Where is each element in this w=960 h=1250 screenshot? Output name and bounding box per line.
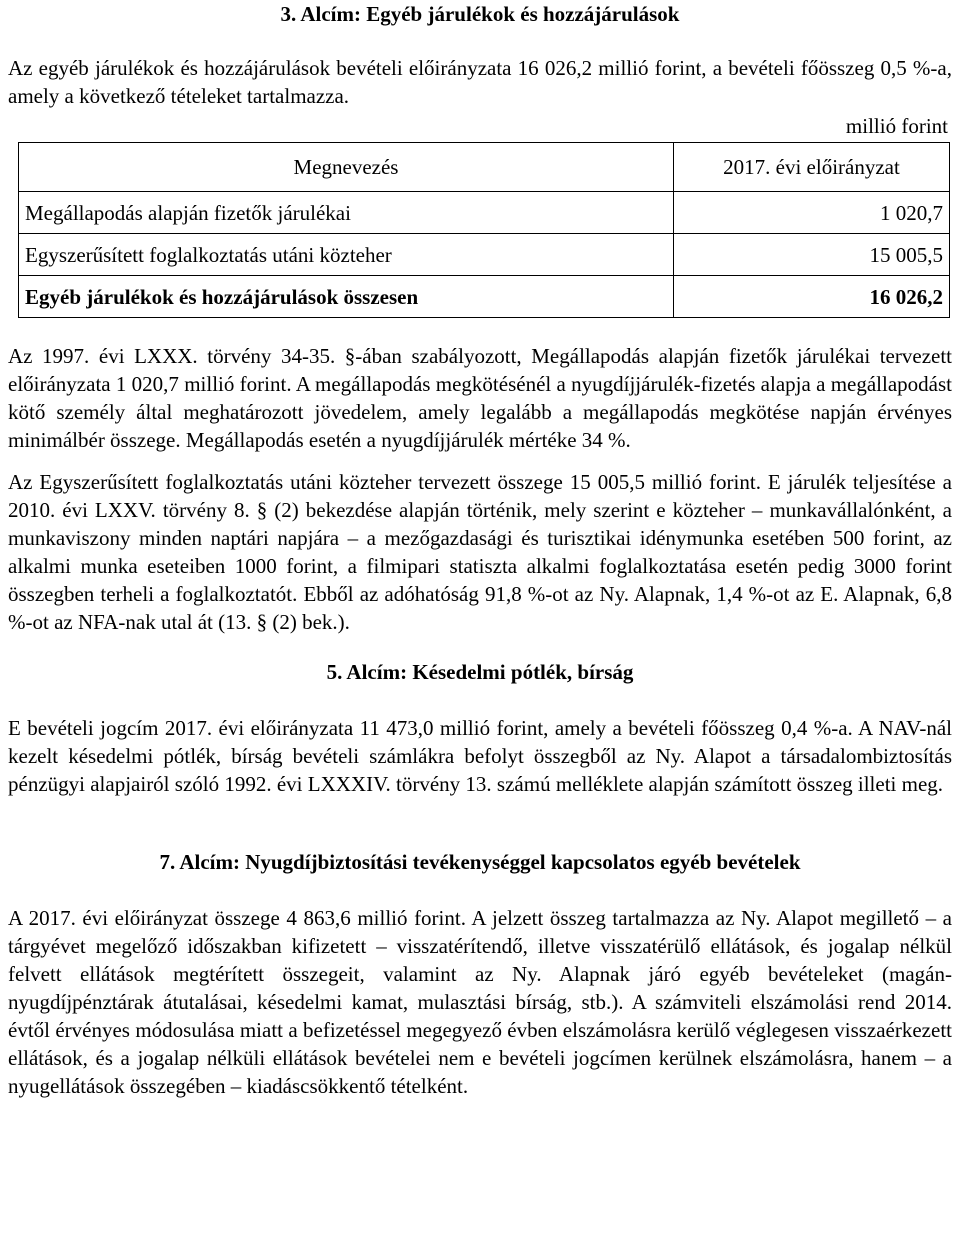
section-7-title: 7. Alcím: Nyugdíjbiztosítási tevékenységgel kapcsolatos egyéb bevételek — [159, 850, 801, 874]
section-3-intro: Az egyéb járulékok és hozzájárulások bevételi előirányzata 16 026,2 millió forint, a bevételi főösszeg 0,5 %-a, amely a következő tételeket tartalmazza. — [8, 56, 952, 108]
total-name: Egyéb járulékok és hozzájárulások összesen — [19, 276, 674, 318]
section-5-paragraph: E bevételi jogcím 2017. évi előirányzata 11 473,0 millió forint, amely a bevételi főösszeg 0,4 %-a. A NAV-nál kezelt késedelmi pótlék, bírság bevételi számlákra befolyt összegből az Ny. Alapot a társadalombiztosítás pénzügyi alapjairól szóló 1992. évi LXXXIV. törvény 13. számú melléklete alapján számított összeg illeti meg. — [8, 716, 952, 796]
document-page — [8, 0, 952, 1100]
section-3-title: 3. Alcím: Egyéb járulékok és hozzájárulások — [280, 2, 680, 26]
row-name: Megállapodás alapján fizetők járulékai — [19, 192, 674, 234]
header-appropriation: 2017. évi előirányzat — [674, 143, 950, 192]
row-value: 1 020,7 — [674, 192, 950, 234]
table-header-row — [19, 143, 950, 192]
section-7-paragraph: A 2017. évi előirányzat összege 4 863,6 millió forint. A jelzett összeg tartalmazza az Ny. Alapot megillető – a tárgyévet megelőző időszakban kifizetett – visszatérítendő, illetve visszatérülő ellátások, és jogalap nélkül felvett ellátások megtérített összegeit, valamint az Ny. Alapnak járó egyéb bevételeket (magán-nyugdíjpénztárak átutalásai, késedelmi kamat, mulasztási bírság, stb.). A számviteli elszámolási rend 2014. évtől érvényes módosulása miatt a befizetéssel megegyező évben elszámolásra kerülő véglegesen visszaérkezett ellátások, és a jogalap nélküli ellátások bevételei nem e bevételi jogcímen kerülnek elszámolásra, hanem – a nyugellátások összegében – kiadáscsökkentő tételként. — [8, 906, 952, 1098]
unit-label: millió forint — [845, 114, 948, 138]
table-row — [19, 234, 950, 276]
row-name: Egyszerűsített foglalkoztatás utáni közteher — [19, 234, 674, 276]
header-name: Megnevezés — [19, 143, 674, 192]
table-total-row — [19, 276, 950, 318]
row-value: 15 005,5 — [674, 234, 950, 276]
section-3-paragraph-2: Az Egyszerűsített foglalkoztatás utáni közteher tervezett összege 15 005,5 millió forint. E járulék teljesítése a 2010. évi LXXV. törvény 8. § (2) bekezdése alapján történik, mely szerint e közteher – munkavállalónként, a munkaviszony minden naptári napjára – a mezőgazdasági és turisztikai idénymunka esetében 500 forint, az alkalmi munka eseteiben 1000 forint, a filmipari statiszta alkalmi foglalkoztatása esetén pedig 3000 forint összegben terheli a foglalkoztatót. Ebből az adóhatóság 91,8 %-ot az Ny. Alapnak, 1,4 %-ot az E. Alapnak, 6,8 %-ot az NFA-nak utal át (13. § (2) bek.). — [8, 470, 952, 634]
table-row — [19, 192, 950, 234]
total-value: 16 026,2 — [674, 276, 950, 318]
section-3-paragraph-1: Az 1997. évi LXXX. törvény 34-35. §-ában szabályozott, Megállapodás alapján fizetők járulékai tervezett előirányzata 1 020,7 millió forint. A megállapodás megkötésénél a nyugdíjjárulék-fizetés alapja a megállapodást kötő személy által meghatározott jövedelem, amely legalább a megállapodás megkötése napján érvényes minimálbér összege. Megállapodás esetén a nyugdíjjárulék mértéke 34 %. — [8, 344, 952, 452]
section-5-title: 5. Alcím: Késedelmi pótlék, bírság — [326, 660, 634, 684]
budget-table — [18, 142, 950, 318]
